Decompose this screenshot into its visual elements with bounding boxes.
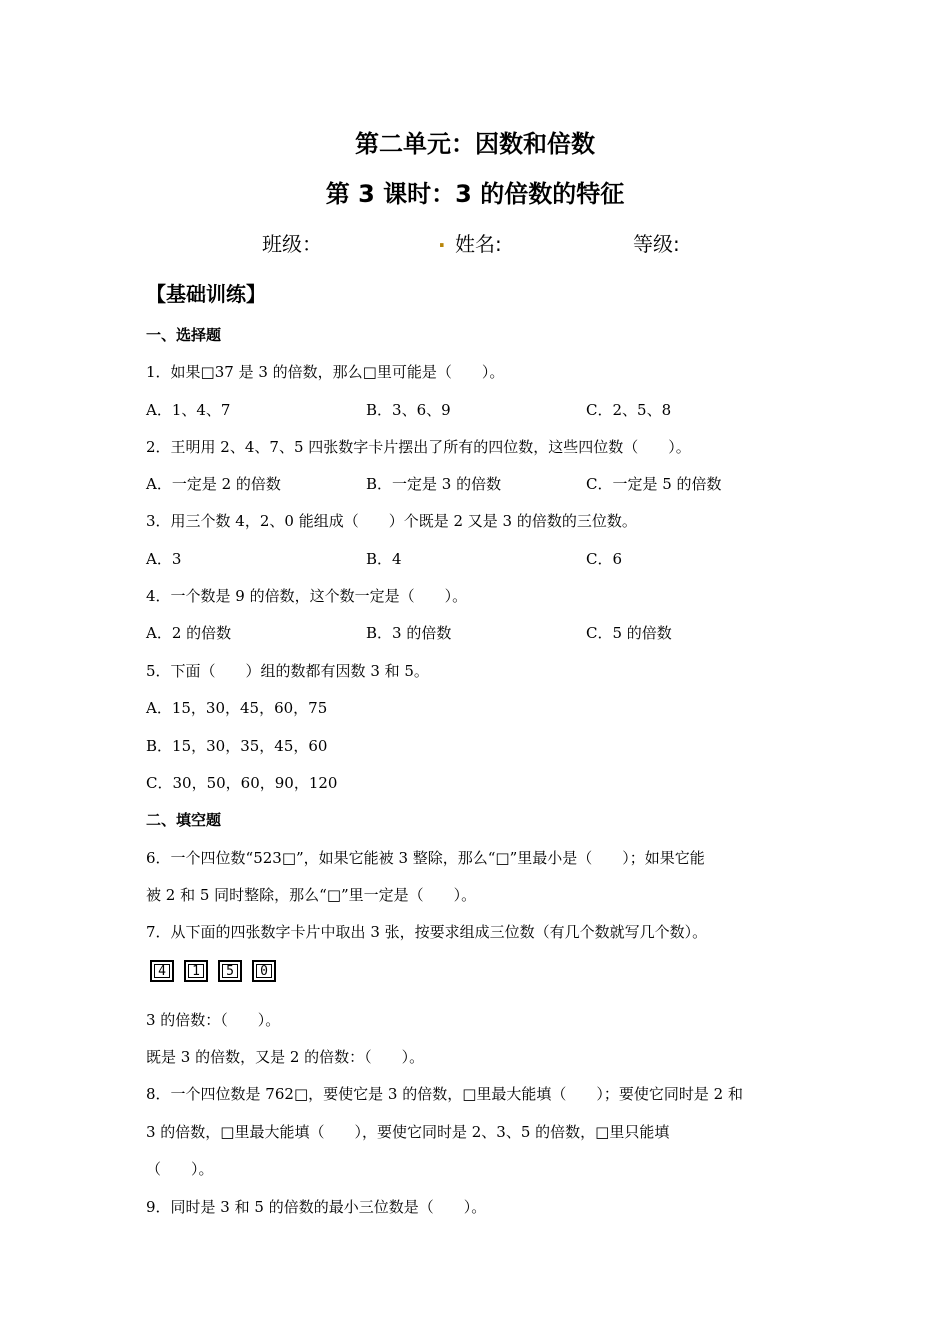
card-digit: 0 [260, 963, 268, 979]
number-card [184, 960, 208, 982]
q2-option-a: A．一定是 2 的倍数 [146, 475, 281, 493]
q5-option-b: B．15，30，35，45，60 [146, 737, 328, 755]
number-card [218, 960, 242, 982]
grade-label: 等级: [633, 232, 680, 256]
q1-option-a: A．1、4、7 [146, 401, 231, 419]
separator-dot: . [438, 228, 446, 252]
page-subtitle: 第 3 课时：3 的倍数的特征 [325, 180, 625, 208]
basic-training-heading: 【基础训练】 [146, 282, 266, 306]
q5-option-a: A．15，30，45，60，75 [146, 699, 328, 717]
question-8-line1: 8．一个四位数是 762□，要使它是 3 的倍数，□里最大能填（ ）；要使它同时是 2 和 [146, 1085, 743, 1103]
section2-heading: 二、填空题 [146, 811, 222, 829]
section1-heading: 一、选择题 [146, 326, 222, 344]
q3-option-b: B．4 [366, 550, 402, 568]
q4-option-c: C．5 的倍数 [586, 624, 672, 642]
q7-multiples-of-2-and-3: 既是 3 的倍数，又是 2 的倍数：（ ）。 [146, 1048, 425, 1066]
q1-option-b: B．3、6、9 [366, 401, 451, 419]
number-card [150, 960, 174, 982]
question-6-line2: 被 2 和 5 同时整除，那么“□”里一定是（ ）。 [146, 886, 477, 904]
name-label: 姓名: [455, 232, 502, 256]
card-digit: 4 [158, 963, 166, 979]
question-5: 5．下面（ ）组的数都有因数 3 和 5。 [146, 662, 429, 680]
number-cards [150, 960, 276, 982]
q3-option-c: C．6 [586, 550, 623, 568]
question-8-line3: （ ）。 [146, 1160, 214, 1178]
question-4: 4．一个数是 9 的倍数，这个数一定是（ ）。 [146, 587, 468, 605]
q2-option-c: C．一定是 5 的倍数 [586, 475, 722, 493]
question-8-line2: 3 的倍数，□里最大能填（ ），要使它同时是 2、3、5 的倍数，□里只能填 [146, 1123, 670, 1141]
q4-option-a: A．2 的倍数 [146, 624, 232, 642]
q4-option-b: B．3 的倍数 [366, 624, 452, 642]
q7-multiples-of-3: 3 的倍数：（ ）。 [146, 1011, 281, 1029]
question-2: 2．王明用 2、4、7、5 四张数字卡片摆出了所有的四位数，这些四位数（ ）。 [146, 438, 691, 456]
q1-option-c: C．2、5、8 [586, 401, 672, 419]
page-title: 第二单元：因数和倍数 [355, 130, 595, 158]
card-digit: 1 [192, 963, 200, 979]
question-3: 3．用三个数 4，2、0 能组成（ ）个既是 2 又是 3 的倍数的三位数。 [146, 512, 637, 530]
q5-option-c: C．30，50，60，90，120 [146, 774, 338, 792]
class-label: 班级： [262, 232, 322, 256]
question-7: 7．从下面的四张数字卡片中取出 3 张，按要求组成三位数（有几个数就写几个数）。 [146, 923, 708, 941]
question-1: 1．如果□37 是 3 的倍数，那么□里可能是（ ）。 [146, 363, 505, 381]
q2-option-b: B．一定是 3 的倍数 [366, 475, 502, 493]
question-9: 9．同时是 3 和 5 的倍数的最小三位数是（ ）。 [146, 1198, 487, 1216]
card-digit: 5 [226, 963, 234, 979]
question-6-line1: 6．一个四位数“523□”，如果它能被 3 整除，那么“□”里最小是（ ）；如果它能 [146, 849, 705, 867]
number-card [252, 960, 276, 982]
q3-option-a: A．3 [146, 550, 182, 568]
